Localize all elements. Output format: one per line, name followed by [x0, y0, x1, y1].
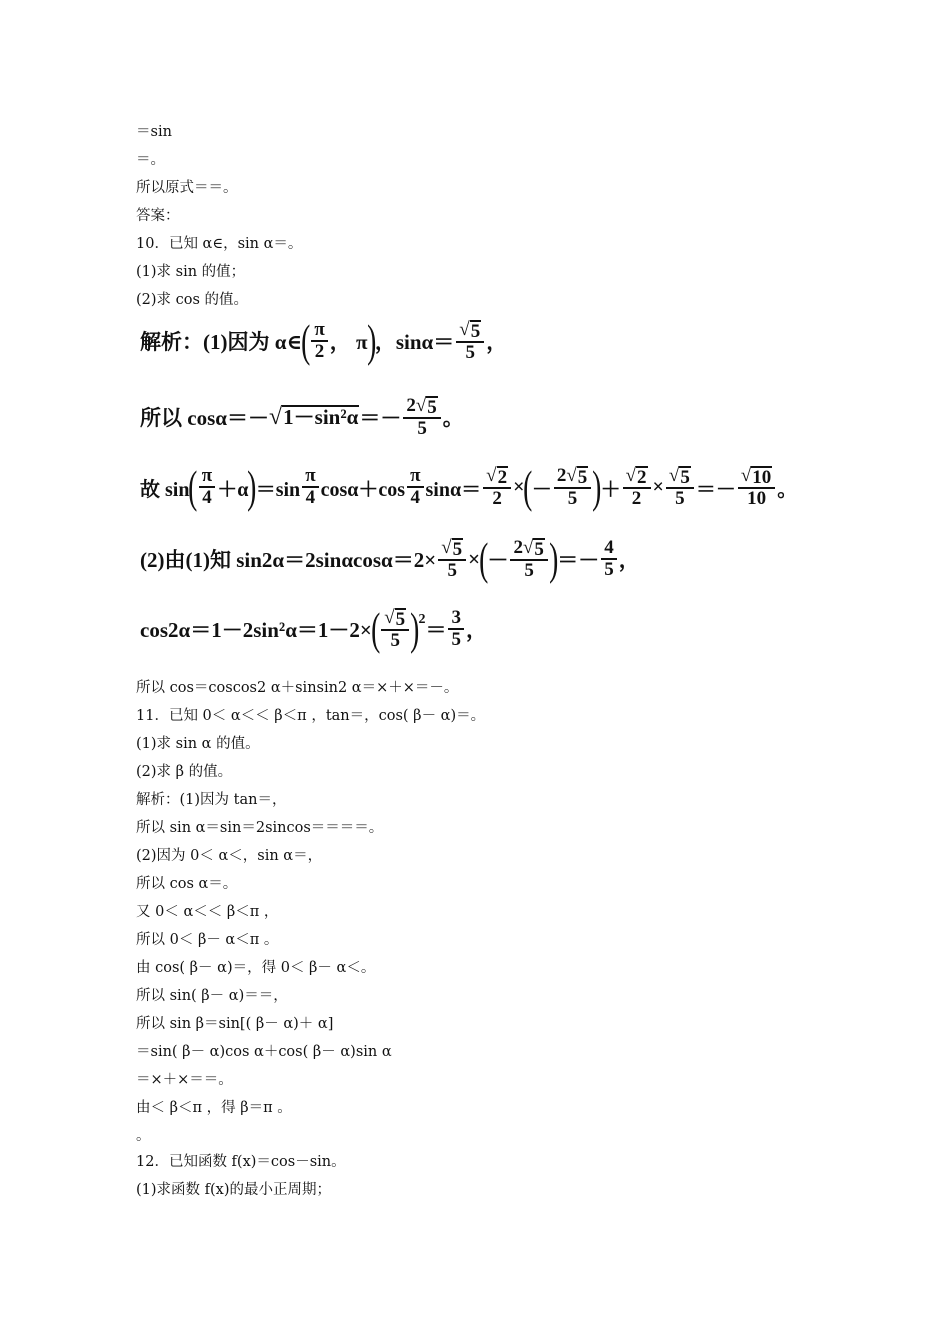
text-line: 所以 0＜ β－ α＜π 。 [136, 932, 279, 948]
text-line: ＝sin( β－ α)cos α＋cos( β－ α)sin α [136, 1044, 392, 1060]
question-12: 12．已知函数 f(x)＝cos－sin。 [136, 1154, 346, 1170]
math-text: 解析：(1)因为 α∈ [140, 330, 303, 354]
text-line: (2)求 cos 的值。 [136, 292, 249, 308]
text-line: ＝。 [136, 152, 165, 168]
text-line: ＝sin [136, 124, 172, 140]
text-line: 答案： [136, 208, 180, 224]
fraction: 2 √ 5 5 [403, 396, 440, 439]
text-line: 又 0＜ α＜＜ β＜π ， [136, 904, 279, 920]
text-line: 所以 sin β＝sin[( β－ α)＋ α] [136, 1016, 334, 1032]
text-line: 所以 sin( β－ α)＝＝， [136, 988, 288, 1004]
text-line: 。 [136, 1128, 151, 1144]
text-line: ＝×＋×＝＝。 [136, 1072, 233, 1088]
text-line: 所以 cos α＝。 [136, 876, 238, 892]
text-line: 所以原式＝＝。 [136, 180, 238, 196]
question-11: 11．已知 0＜ α＜＜ β＜π ，tan＝，cos( β－ α)＝。 [136, 708, 486, 724]
fraction: $\frac{\pi}{2}$ [311, 320, 327, 362]
text-line: 所以 cos＝coscos2 α＋sinsin2 α＝×＋×＝－。 [136, 680, 459, 696]
sqrt: √ 1－sin²α [268, 404, 359, 431]
text-line: (1)求 sin α 的值。 [136, 736, 260, 752]
text-line: (1)求 sin 的值； [136, 264, 246, 280]
question-10: 10．已知 α∈，sin α＝。 [136, 236, 303, 252]
math-row-5: cos2α＝1－2sin²α＝1－2× ( √ 5 5 ) 2 ＝ $\frac{3}{5}$ ， [140, 603, 487, 654]
math-row-4: (2)由(1)知 sin2α＝2sinαcosα＝2× √ 5 5 × ( － 2 √ 5 5 ) ＝－ $\frac{4}{5}$ ， [140, 533, 640, 584]
math-row-2: 所以 cosα＝－ √ 1－sin²α ＝－ 2 √ 5 5 。 [140, 395, 464, 439]
text-line: (2)因为 0＜ α＜，sin α＝， [136, 848, 323, 864]
text-line: 由 cos( β－ α)＝，得 0＜ β－ α＜。 [136, 960, 376, 976]
math-solution-image [140, 315, 800, 668]
text-line: 由＜ β＜π ，得 β＝π 。 [136, 1100, 292, 1116]
math-row-3: 故 sin ( $\frac{\pi}{4}$ ＋α ) ＝sin $\frac{\pi}{4}$ cosα＋cos $\frac{\pi}{4}$ sinα＝ √ 2 2 × ( － 2 √ 5 5 ) ＋ √ 2 2 × √ 5 5 ＝－ √ 10 10 。 [140, 461, 798, 512]
text-line: 所以 sin α＝sin＝2sincos＝＝＝＝。 [136, 820, 384, 836]
fraction: √ 5 5 [456, 320, 484, 363]
text-line: 解析：(1)因为 tan＝， [136, 792, 287, 808]
text-line: (2)求 β 的值。 [136, 764, 233, 780]
text-line: (1)求函数 f(x)的最小正周期； [136, 1182, 332, 1198]
math-row-1: 解析：(1)因为 α∈ ( $\frac{\pi}{2}$ ， π ) ，sinα＝ √ 5 5 ， [140, 315, 508, 366]
